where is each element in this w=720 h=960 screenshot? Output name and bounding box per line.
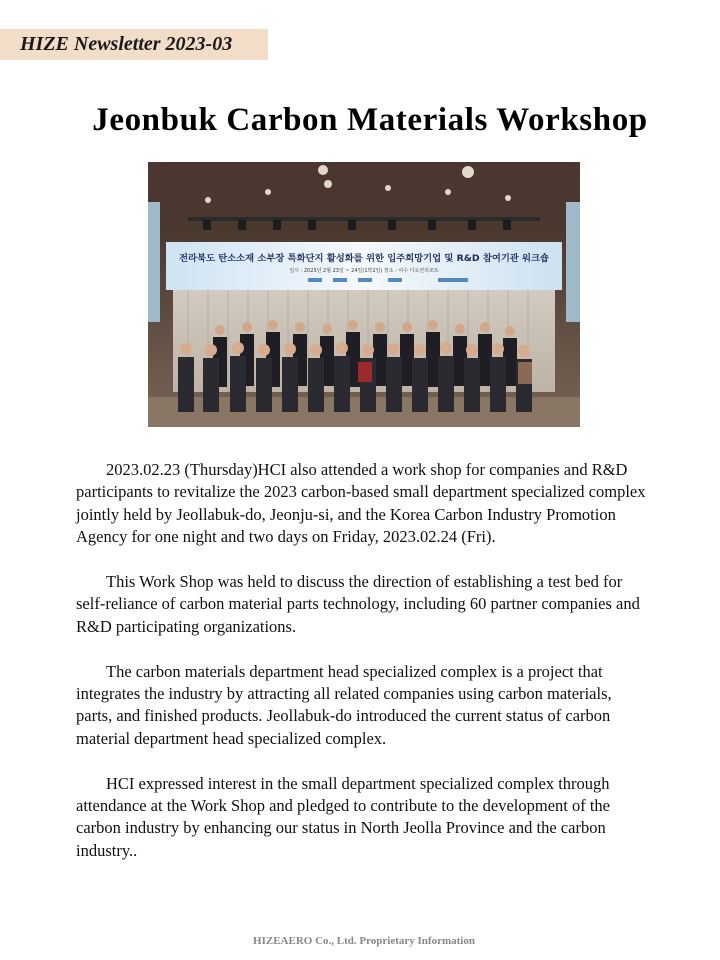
paragraph-2: This Work Shop was held to discuss the direction of establishing a test bed for self-reliance of carbon material parts technology, including 60 partner companies and R&D participating organizations. (76, 572, 640, 636)
page-title: Jeonbuk Carbon Materials Workshop (92, 102, 648, 138)
banner-title: 전라북도 탄소소재 소부장 특화단지 활성화를 위한 입주희망기업 및 R&D 참여기관 워크숍 (179, 254, 537, 264)
paragraph-3: The carbon materials department head specialized complex is a project that integrates the industry by attracting all related companies using carbon materials, parts, and finished products. Jeollabuk-do introduced the current status of carbon material department head specialized complex. (76, 661, 612, 748)
paragraph-1: 2023.02.23 (Thursday)HCI also attended a work shop for companies and R&D participants to revitalize the 2023 carbon-based small department specialized complex jointly held by Jeollabuk-do, Jeonju-si, and the Korea Carbon Industry Promotion Agency for one night and two days on Friday, 2023.02.24 (Fri). (76, 460, 646, 547)
footer-proprietary-notice: HIZEAERO Co., Ltd. Proprietary Information (253, 935, 475, 947)
workshop-group-photo (148, 162, 580, 427)
banner-subtitle: 일시 : 2023년 2월 23일 ~ 24일(1박2일) 장소 : 여수 디오션리조트 (289, 268, 439, 274)
paragraph-4: HCI expressed interest in the small department specialized complex through attendance at the Work Shop and pledged to contribute to the development of the carbon industry by enhancing our status in North Jeolla Province and the carbon industry.. (76, 773, 611, 860)
newsletter-tag: HIZE Newsletter 2023-03 (0, 29, 268, 60)
article-body (76, 459, 651, 885)
workshop-banner (166, 242, 562, 290)
photo-illustration (148, 162, 580, 427)
